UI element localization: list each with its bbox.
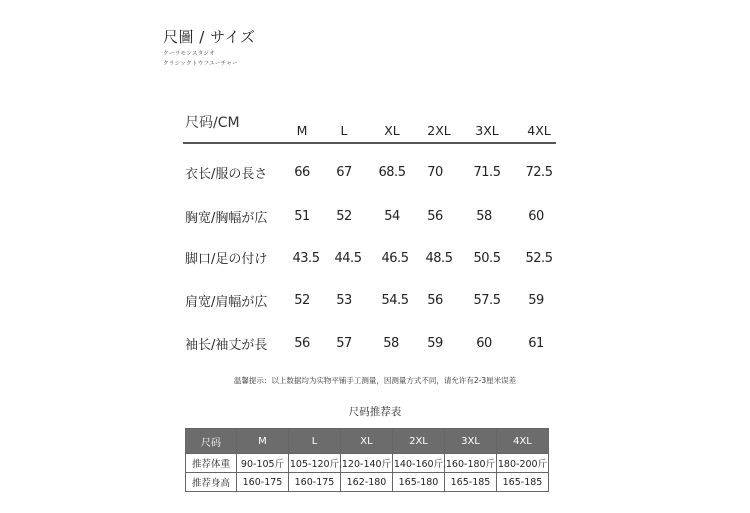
recommend-title: 尺码推荐表 xyxy=(348,406,402,418)
row-label: 胸宽/胸幅が広 xyxy=(185,211,268,226)
size-cell: 56 xyxy=(427,293,443,308)
subtitle-line-1: クーラモンスタジオ xyxy=(163,51,216,57)
size-cell: 53 xyxy=(336,293,352,308)
recommend-cell: 推荐体重 xyxy=(186,454,237,473)
recommend-cell: 165-185 xyxy=(497,473,549,492)
size-cell: 57.5 xyxy=(473,293,501,308)
recommend-cell: 165-180 xyxy=(393,473,445,492)
size-column-header: XL xyxy=(384,123,400,138)
size-column-header: 4XL xyxy=(527,123,551,138)
recommend-table xyxy=(185,428,549,492)
size-cell: 50.5 xyxy=(473,251,501,266)
size-cell: 66 xyxy=(294,165,310,180)
row-label: 脚口/足の付け xyxy=(185,252,268,267)
recommend-cell: 165-185 xyxy=(445,473,497,492)
size-column-header: 2XL xyxy=(427,123,451,138)
subtitle-line-2: クラシックトウフユーチャー xyxy=(163,61,238,67)
size-cell: 56 xyxy=(294,336,310,351)
recommend-header-cell: 4XL xyxy=(497,429,549,454)
recommend-header-cell: 3XL xyxy=(445,429,497,454)
size-cell: 52 xyxy=(336,209,352,224)
recommend-cell: 160-180斤 xyxy=(445,454,497,473)
size-column-header: M xyxy=(296,123,308,138)
size-cell: 72.5 xyxy=(525,165,553,180)
size-cell: 68.5 xyxy=(378,165,406,180)
size-cell: 59 xyxy=(427,336,443,351)
size-cell: 70 xyxy=(427,165,443,180)
size-column-header: 3XL xyxy=(475,123,499,138)
size-cell: 58 xyxy=(476,209,492,224)
size-cell: 60 xyxy=(528,209,544,224)
recommend-header-row xyxy=(186,429,549,454)
size-cell: 54 xyxy=(384,209,400,224)
recommend-cell: 90-105斤 xyxy=(237,454,289,473)
recommend-cell: 180-200斤 xyxy=(497,454,549,473)
size-cell: 58 xyxy=(383,336,399,351)
page-title: 尺圖 / サイズ xyxy=(163,28,256,46)
measurement-note: 温馨提示：以上数据均为实物平铺手工测量，因测量方式不同，请允许有2-3厘米误差 xyxy=(233,376,517,385)
recommend-cell: 105-120斤 xyxy=(289,454,341,473)
size-cell: 57 xyxy=(336,336,352,351)
recommend-row xyxy=(186,454,549,473)
size-cell: 52.5 xyxy=(525,251,553,266)
recommend-cell: 162-180 xyxy=(341,473,393,492)
size-column-header: L xyxy=(340,123,348,138)
recommend-header-cell: 2XL xyxy=(393,429,445,454)
row-label: 袖长/袖丈が長 xyxy=(185,338,268,353)
recommend-cell: 160-175 xyxy=(289,473,341,492)
size-cell: 71.5 xyxy=(473,165,501,180)
size-cell: 67 xyxy=(336,165,352,180)
size-cell: 61 xyxy=(528,336,544,351)
row-label: 肩宽/肩幅が広 xyxy=(185,295,268,310)
size-cell: 59 xyxy=(528,293,544,308)
recommend-cell: 140-160斤 xyxy=(393,454,445,473)
recommend-header-cell: M xyxy=(237,429,289,454)
recommend-header-cell: 尺码 xyxy=(186,429,237,454)
row-label: 衣长/服の長さ xyxy=(185,167,268,182)
size-cell: 52 xyxy=(294,293,310,308)
size-cell: 43.5 xyxy=(292,251,320,266)
size-cell: 44.5 xyxy=(334,251,362,266)
size-unit-label: 尺码/CM xyxy=(185,115,240,131)
header-divider xyxy=(183,142,556,144)
recommend-cell: 120-140斤 xyxy=(341,454,393,473)
size-cell: 56 xyxy=(427,209,443,224)
recommend-row xyxy=(186,473,549,492)
size-cell: 51 xyxy=(294,209,310,224)
recommend-header-cell: XL xyxy=(341,429,393,454)
size-cell: 60 xyxy=(476,336,492,351)
recommend-header-cell: L xyxy=(289,429,341,454)
recommend-cell: 160-175 xyxy=(237,473,289,492)
size-cell: 54.5 xyxy=(381,293,409,308)
size-cell: 48.5 xyxy=(425,251,453,266)
size-cell: 46.5 xyxy=(381,251,409,266)
recommend-cell: 推荐身高 xyxy=(186,473,237,492)
